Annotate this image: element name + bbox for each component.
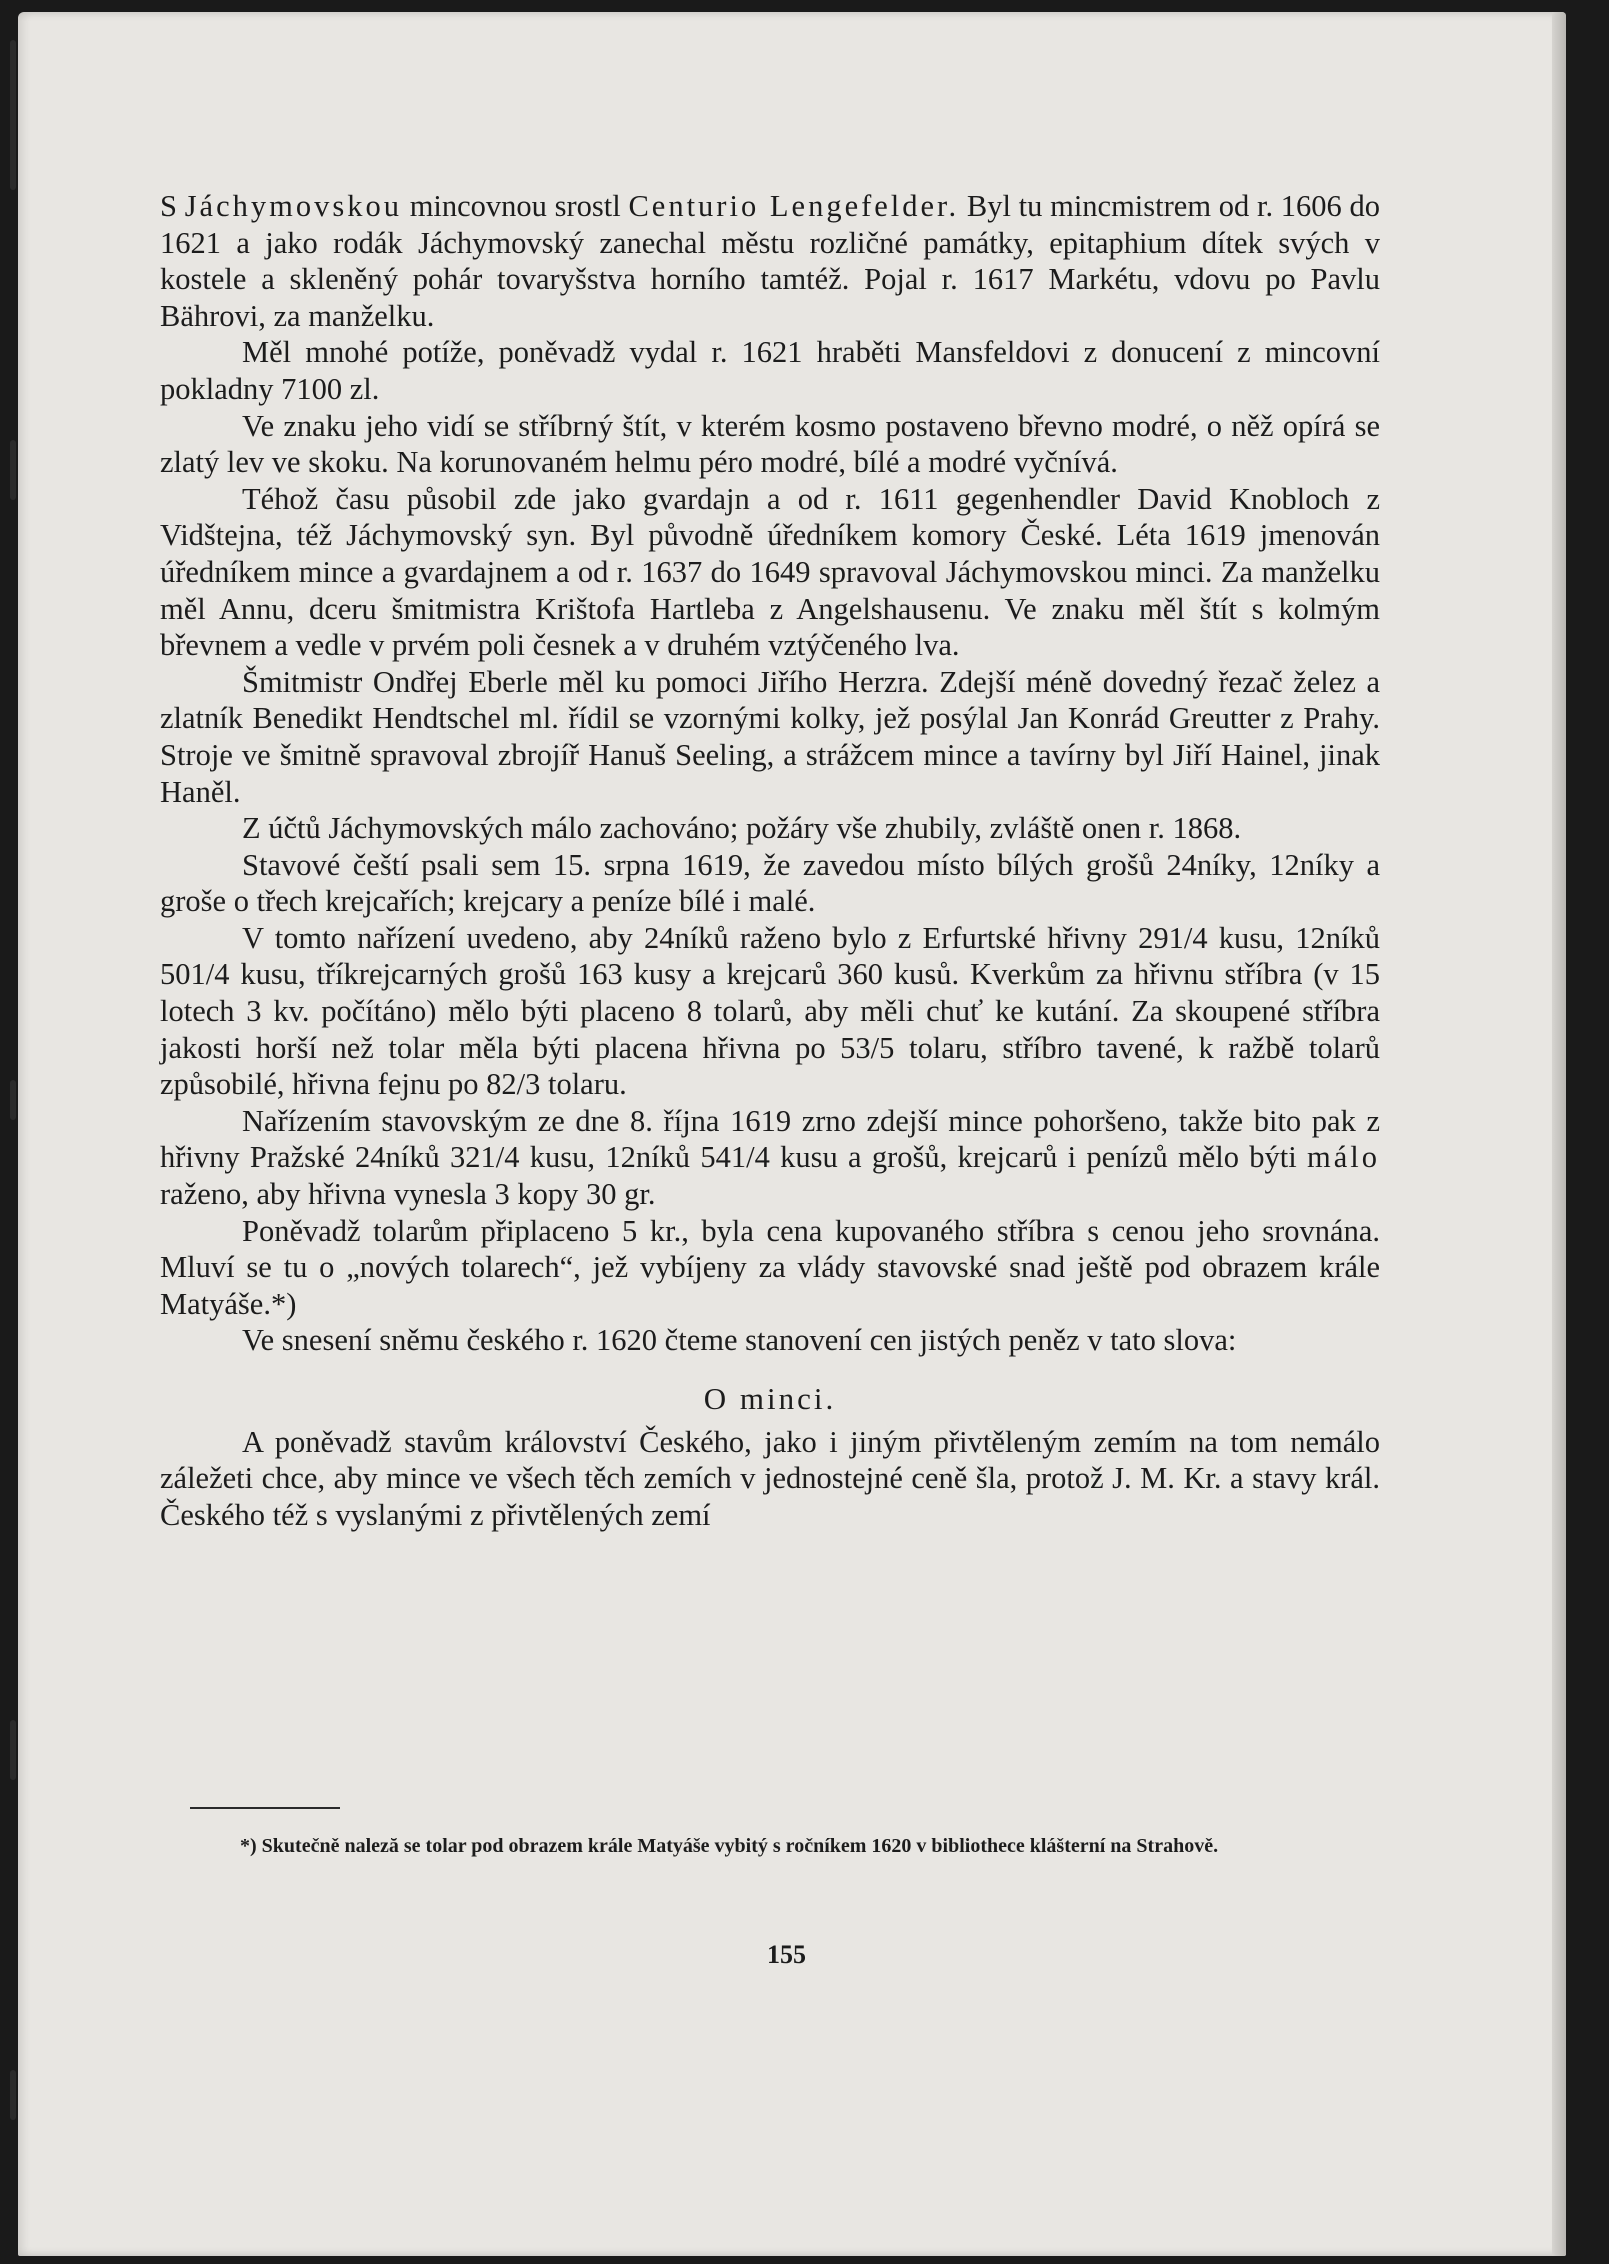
text-run: tolaru, stříbro tavené, k ražbě tolarů způsobilé, hřivna fejnu po 8 xyxy=(160,1030,1380,1102)
text-run: V tomto nařízení uvedeno, aby 24níků raženo bylo z Erfurtské hřivny 29 xyxy=(242,920,1169,955)
paragraph-1 xyxy=(160,188,1380,334)
footnote-text: *) Skutečně naleză se tolar pod obrazem krále Matyáše vybitý s ročníkem 1620 v bibliothece klášterní na Strahově. xyxy=(240,1835,1219,1857)
text-run: kusu, 12níků 54 xyxy=(519,1140,731,1175)
fraction: 2/3 xyxy=(501,1067,541,1102)
spaced-word: Jáchymovskou xyxy=(184,189,402,223)
binding-mark xyxy=(10,2070,16,2120)
paragraph-8 xyxy=(160,920,1380,1103)
text-run: raženo, aby hřivna vynesla 3 kopy 30 gr. xyxy=(160,1177,656,1212)
section-paragraph: A poněvadž stavům království Českého, jako i jiným přivtěleným zemím na tom nemálo záležeti chce, aby mince ve všech těch zemích v jednostejné ceně šla, protož J. M. Kr. a stavy král. Českého též s vyslanými z přivtělených zemí xyxy=(160,1424,1380,1532)
page-number: 155 xyxy=(767,1940,806,1969)
text-run: kusu a grošů, krejcarů i penízů mělo býti xyxy=(769,1140,1307,1175)
binding-mark xyxy=(10,440,16,500)
fraction: 1/4 xyxy=(1168,920,1208,955)
footnote xyxy=(160,1830,1380,1863)
paragraph-10: Poněvadž tolarům připlaceno 5 kr., byla cena kupovaného stříbra s cenou jeho srovnána. Mluví se tu o „nových tolarech“, jež vybíjeny za vlády stavovské snad ještě pod obrazem krále Matyáše.*) xyxy=(160,1213,1380,1321)
paragraph-4: Téhož času působil zde jako gvardajn a od r. 1611 gegenhendler David Knobloch z Vidštejna, též Jáchymovský syn. Byl původně úředníkem komory České. Léta 1619 jmenován úředníkem mince a gvardajnem a od r. 1637 do 1649 spravoval Jáchymovskou minci. Za manželku měl Annu, dceru šmitmistra Krištofa Hartleba z Angelshausenu. Ve znaku měl štít s kolmým břevnem a vedle v prvém poli česnek a v druhém vztýčeného lva. xyxy=(160,481,1380,663)
text-run: mincovnou srostl xyxy=(401,189,629,223)
binding-mark xyxy=(10,40,16,190)
fraction: 1/4 xyxy=(190,957,230,992)
text-run: kusu, tříkrejcarných grošů 163 kusy a krejcarů 360 kusů. Kverkům za hřivnu stříbra (v 15 lotech 3 kv. počítáno) mělo býti placeno 8 tolarů, aby měli chuť ke kutání. Za skoupené stříbra jakosti horší než tolar měla býti placena hřivna po 5 xyxy=(160,957,1380,1065)
fraction: 3/5 xyxy=(855,1030,895,1065)
paragraph-3: Ve znaku jeho vidí se stříbrný štít, v kterém kosmo postaveno břevno modré, o něž opírá se zlatý lev ve skoku. Na korunovaném helmu péro modré, bílé a modré vyčnívá. xyxy=(160,408,1380,480)
text-run: Nařízením stavovským ze dne 8. října 1619 zrno zdejší mince pohoršeno, takže bito pak z hřivny Pražské 24níků 32 xyxy=(160,1103,1380,1175)
fraction: 1/4 xyxy=(730,1140,770,1175)
fraction: 1/4 xyxy=(480,1140,520,1175)
binding-mark xyxy=(10,1080,16,1120)
paragraph-9 xyxy=(160,1103,1380,1213)
paragraph-11: Ve snesení sněmu českého r. 1620 čteme stanovení cen jistých peněz v tato slova: xyxy=(242,1323,1237,1358)
section-title: O minci. xyxy=(703,1381,837,1416)
spaced-name: Centurio Lengefelder. xyxy=(628,189,960,223)
text-run: tolaru. xyxy=(540,1067,627,1102)
text-run: S xyxy=(160,189,185,223)
text-run: Byl tu mincmistrem od r. 1606 do 1621 a jako rodák Jáchymovský zanechal městu rozličné památky, epitaphium dítek svých v kostele a skleněný pohár tovaryšstva horního tamtéž. Pojal r. 1617 Markétu, vdovu po Pavlu Bährovi, za manželku. xyxy=(160,189,1380,333)
main-text xyxy=(160,188,1380,1533)
page-edge-shadow xyxy=(1552,12,1566,2256)
spaced-word: málo xyxy=(1307,1140,1380,1175)
binding-mark xyxy=(10,1720,16,1780)
paragraph-2: Měl mnohé potíže, poněvadž vydal r. 1621 hraběti Mansfeldovi z donucení z mincovní pokladny 7100 zl. xyxy=(160,335,1380,406)
paragraph-5: Šmitmistr Ondřej Eberle měl ku pomoci Jiřího Herzra. Zdejší méně dovedný řezač želez a zlatník Benedikt Hendtschel ml. řídil se vzornými kolky, jež posýlal Jan Konrád Greutter z Prahy. Stroje ve šmitně spravoval zbrojíř Hanuš Seeling, a strážcem mince a tavírny byl Jiří Hainel, jinak Haněl. xyxy=(160,664,1380,809)
footnote-rule xyxy=(190,1807,340,1809)
text-run: kusu, 12níků 50 xyxy=(160,920,1380,992)
paragraph-7: Stavové čeští psali sem 15. srpna 1619, že zavedou místo bílých grošů 24níky, 12níky a groše o třech krejcařích; krejcary a peníze bílé i malé. xyxy=(160,847,1380,919)
paragraph-6: Z účtů Jáchymovských málo zachováno; požáry vše zhubily, zvláště onen r. 1868. xyxy=(242,811,1242,846)
